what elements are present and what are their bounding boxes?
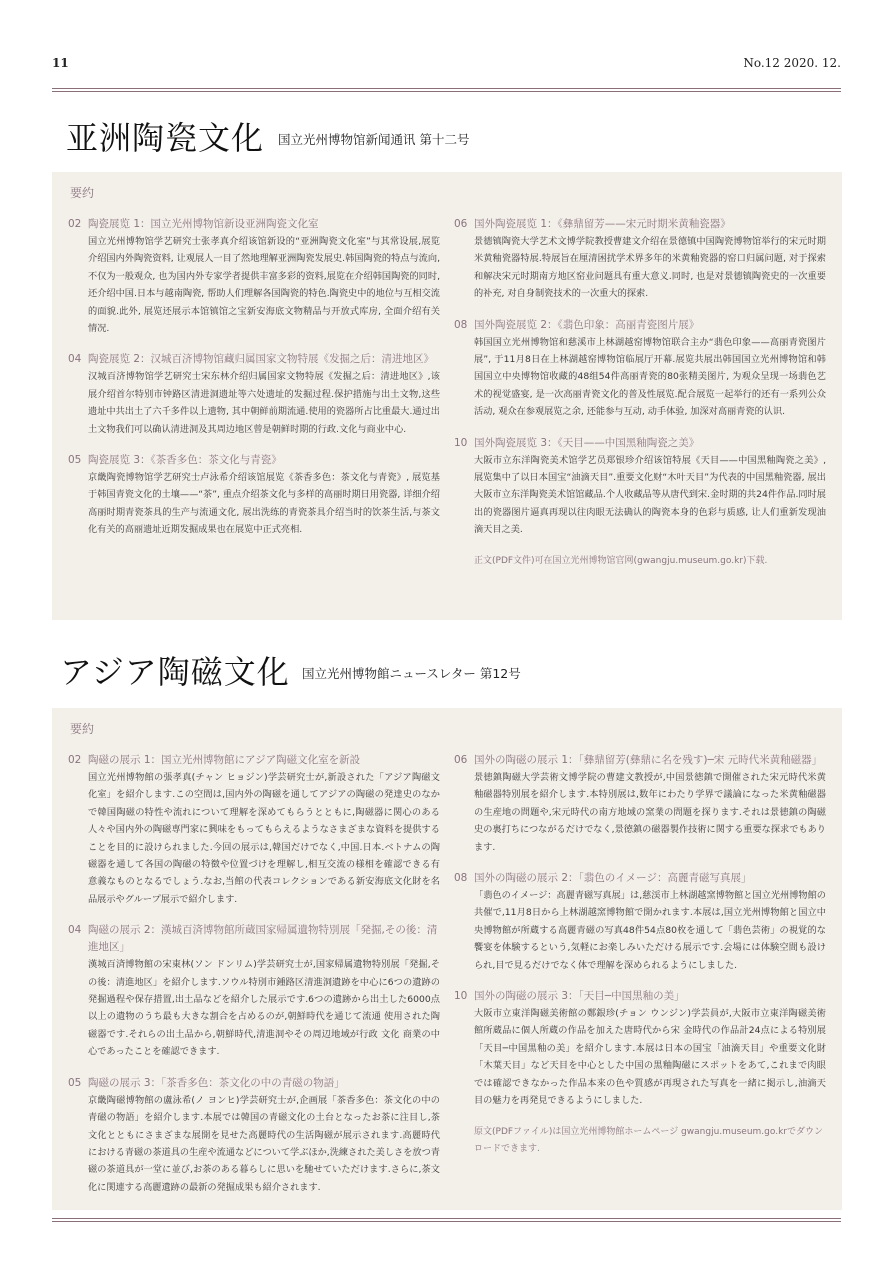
item-page-number: 02 — [68, 754, 82, 766]
japanese-title-block — [60, 646, 841, 691]
japanese-summary-panel — [52, 708, 842, 1210]
item-summary: 景德镇陶瓷大学艺术文博学院教授曹建文介绍在景德镇中国陶瓷博物馆举行的宋元时期米黄釉瓷器特展.特展旨在厘清困扰学术界多年的米黄釉瓷器的窑口归属问题, 对于探索和解决宋元时期南方地区窑业问题具有重大意义.同时, 也是对景德镇陶瓷史的一次重要的补充, 对自身制瓷技术的一次重大的探索. — [474, 236, 826, 300]
download-note: 原文(PDFファイル)は国立光州博物館ホームページ gwangju.museum.go.krでダウンロードできます. — [474, 1126, 823, 1154]
item-page-number: 10 — [454, 436, 468, 449]
list-item — [68, 752, 440, 908]
item-page-number: 10 — [454, 990, 468, 1003]
item-page-number: 06 — [454, 754, 468, 766]
list-item — [454, 435, 826, 539]
item-summary: 京畿陶瓷博物馆学艺研究士卢泳希介绍该馆展览《茶香多色：茶文化与青瓷》, 展览基于韩国青瓷文化的土壤——“茶”, 重点介绍茶文化与多样的高丽时期日用瓷器, 详细介绍高丽时期青瓷茶具的生产与流通文化, 展出洗练的青瓷茶具介绍当时的饮茶生活,与茶文化有关的高丽遗址近期发掘成果也在展览中正式亮相. — [88, 472, 440, 536]
item-summary: 京畿陶磁博物館の盧泳希(ノ ヨンヒ)学芸研究士が,企画展「茶香多色：茶文化の中の青磁の物語」を紹介します.本展では韓国の青磁文化の土台となったお茶に注目し,茶文化とともにさまざまな展開を見せた高麗時代の生活陶磁が展示されます.高麗時代における青磁の茶道具の生産や流通などについて学ぶほか,洗練された美しさを放つ青磁の茶道具が一堂に並び,お茶のある暮らしに思いを馳せていただけます.さらに,茶文化に関連する高麗遺跡の最新の発掘成果も紹介されます. — [88, 1094, 440, 1193]
download-note: 正文(PDF文件)可在国立光州博物馆官网(gwangju.museum.go.kr)下载. — [474, 555, 768, 566]
item-page-number: 02 — [68, 218, 82, 230]
chinese-section-subtitle: 国立光州博物馆新闻通讯 第十二号 — [278, 132, 470, 147]
list-item — [68, 216, 440, 337]
item-summary: 大阪市立东洋陶瓷美术馆学艺员郑银珍介绍该馆特展《天目——中国黑釉陶瓷之美》, 展览集中了以日本国宝“油滴天目”.重要文化财“木叶天目”为代表的中国黑釉瓷器, 展出大阪市立东洋陶瓷美术馆馆藏品.个人收藏品等从唐代到宋.金时期的共24件作品.同时展出的瓷器图片逼真再现以往肉眼无法确认的陶瓷本身的色彩与质感, 让人们重新发现油滴天目之美. — [474, 454, 826, 536]
summary-label: 要約 — [70, 722, 95, 736]
list-item — [454, 870, 826, 974]
list-item — [454, 216, 826, 303]
item-summary: 韩国国立光州博物馆和慈溪市上林湖越窑博物馆联合主办“翡色印象——高丽青瓷图片展”, 于11月8日在上林湖越窑博物馆临展厅开幕.展览共展出韩国国立光州博物馆和韩国国立中央博物馆收藏的48组54件高丽青瓷的80张精美图片, 为观众呈现一场翡色艺术的视觉盛宴, 是一次高丽青瓷文化的普及性展览.配合展览一起举行的还有一系列公众活动, 观众在参观展览之余, 还能参与互动, 动手体验, 加深对高丽青瓷的认识. — [474, 336, 826, 418]
item-page-number: 06 — [454, 218, 468, 230]
page-header — [52, 52, 841, 72]
footer-divider — [52, 1218, 841, 1222]
list-item — [68, 1075, 440, 1196]
item-title: 陶瓷展览 2：汉城百济博物馆藏归属国家文物特展《发掘之后：清进地区》 — [88, 353, 435, 366]
list-item — [454, 317, 826, 421]
item-title: 国外陶瓷展览 2：《翡色印象：高丽青瓷图片展》 — [474, 318, 700, 331]
item-page-number: 04 — [68, 353, 82, 366]
item-summary: 国立光州博物馆学艺研究士张孝真介绍该馆新设的“亚洲陶瓷文化室”与其常设展,展览介绍国内外陶瓷资料, 让观展人一目了然地理解亚洲陶瓷发展史.韩国陶瓷的特点与流向, 不仅为一般观众, 也为国内外专家学者提供丰富多彩的资料,展览在介绍韩国陶瓷的同时, 还介绍中国.日本与越南陶瓷, 帮助人们理解各国陶瓷的特色.陶瓷史中的地位与互相交流的面貌.此外, 展览还展示本馆镇馆之宝新安海底文物精品与开放式库房, 全面介绍有关情况. — [88, 236, 440, 335]
item-page-number: 04 — [68, 924, 82, 937]
item-page-number: 05 — [68, 454, 82, 467]
chinese-title-block — [66, 112, 841, 156]
item-summary: 国立光州博物館の張孝真(チャン ヒョジン)学芸研究士が,新設された「アジア陶磁文化室」を紹介します.この空間は,国内外の陶磁を通してアジアの陶磁の発達史のなかで韓国陶磁の特性や流れについて理解を深めてもらうとともに,陶磁器に関心のある人々や国内外の陶磁専門家に興味をもってもらえるようなさまざまな資料を提供することを目的に設けられました.今回の展示は,韓国だけでなく,中国.日本.ベトナムの陶磁器を通して各国の陶磁の特徴や位置づけを理解し,相互交流の様相を確認できる有意義なものとなるでしょう.なお,当館の代表コレクションである新安海底文化財を名品展示やグループ展示で紹介します. — [88, 772, 440, 905]
japanese-left-column — [68, 752, 440, 1210]
chinese-summary-panel — [52, 172, 842, 620]
summary-label: 要约 — [70, 186, 95, 200]
chinese-section-title: 亚洲陶瓷文化 — [66, 119, 265, 157]
item-title: 国外の陶磁の展示 1：「彝鼎留芳(彝鼎に名を残す)─宋 元時代米黄釉磁器」 — [474, 754, 823, 766]
item-title: 陶瓷展览 1：国立光州博物馆新设亚洲陶瓷文化室 — [88, 218, 319, 230]
item-title: 国外陶瓷展览 3：《天目——中国黑釉陶瓷之美》 — [474, 436, 700, 449]
item-page-number: 05 — [68, 1076, 82, 1089]
list-item — [454, 752, 826, 856]
item-summary: 「翡色のイメージ：高麗青磁写真展」は,慈渓市上林湖越窯博物館と国立光州博物館の共催で,11月8日から上林湖越窯博物館で開かれます.本展は,国立光州博物館と国立中央博物館が所蔵する高麗青磁の写真48件54点80枚を通して「翡色芸術」の視覚的な饗宴を体験するという,気軽にお楽しみいただける展示です.会場には体験空間も設けられ,目で見るだけでなく体で理解を深められるようにしました. — [474, 890, 826, 971]
item-title: 国外の陶磁の展示 3：「天目─中国黒釉の美」 — [474, 990, 685, 1003]
item-title: 国外の陶磁の展示 2：「翡色のイメージ：高麗青磁写真展」 — [474, 872, 752, 885]
list-item — [454, 988, 826, 1109]
list-item — [68, 922, 440, 1060]
item-title: 陶瓷展览 3：《茶香多色：茶文化与青瓷》 — [88, 454, 282, 467]
item-summary: 汉城百济博物馆学艺研究士宋东林介绍归属国家文物特展《发掘之后：清进地区》,该展介绍首尔特别市钟路区清进洞遗址等六处遗址的发掘过程.保护措施与出土文物,这些遗址中共出土了六千多件以上遗物, 其中朝鲜前期流通.使用的瓷器所占比重最大.通过出土文物我们可以确认清进洞及其周边地区曾是朝鲜时期的行政.文化与商业中心. — [88, 371, 440, 435]
japanese-section-title: アジア陶磁文化 — [60, 653, 290, 691]
item-title: 陶磁の展示 1：国立光州博物館にアジア陶磁文化室を新設 — [88, 754, 361, 766]
page-number: 11 — [52, 56, 69, 70]
japanese-right-column — [454, 752, 826, 1158]
item-page-number: 08 — [454, 318, 468, 331]
chinese-right-column — [454, 216, 826, 570]
issue-number: No.12 2020. 12. — [743, 56, 841, 70]
item-summary: 大阪市立東洋陶磁美術館の鄭銀珍(チョン ウンジン)学芸員が,大阪市立東洋陶磁美術館所蔵品に個人所蔵の作品を加えた唐時代から宋 金時代の作品計24点による特別展「天目─中国黒釉の美」を紹介します.本展は日本の国宝「油滴天目」や重要文化財「木葉天目」など天目を中心とした中国の黒釉陶磁にスポットをあて,これまで肉眼では確認できなかった作品本来の色や質感が再現された写真を一緒に掲示し,油滴天目の魅力を再発見できるようにしました. — [474, 1008, 826, 1107]
item-summary: 景徳鎮陶磁大学芸術文博学院の曹建文教授が,中国景徳鎮で開催された宋元時代米黄釉磁器特別展を紹介します.本特別展は,数年にわたり学界で議論になった米黄釉磁器の生産地の問題や,宋元時代の南方地域の窯業の問題を探ります.それは景徳鎮の陶磁史の裏打ちにつながるだけでなく,景徳鎮の磁器製作技術に関する重要な探求でもあります. — [474, 772, 826, 853]
item-summary: 漢城百済博物館の宋東林(ソン ドンリム)学芸研究士が,国家帰属遺物特別展「発掘,その後：清進地区」を紹介します.ソウル特別市鍾路区清進洞遺跡を中心に6つの遺跡の発掘過程や保存措置,出土品などを紹介した展示です.6つの遺跡から出土した6000点以上の遺物のうち最も大きな割合を占めるのが,朝鮮時代を通じて流通 使用された陶磁器です.それらの出土品から,朝鮮時代,清進洞やその周辺地域が行政 文化 商業の中心であったことを確認できます. — [88, 959, 440, 1058]
japanese-section-subtitle: 国立光州博物館ニュースレター 第12号 — [302, 666, 521, 681]
list-item — [68, 351, 440, 438]
item-title: 陶磁の展示 2：漢城百済博物館所蔵国家帰属遺物特別展「発掘,その後：清進地区」 — [88, 924, 438, 954]
item-title: 陶磁の展示 3：「茶香多色：茶文化の中の青磁の物語」 — [88, 1076, 345, 1089]
item-page-number: 08 — [454, 872, 468, 885]
chinese-left-column — [68, 216, 440, 553]
item-title: 国外陶瓷展览 1：《彝鼎留芳——宋元时期米黄釉瓷器》 — [474, 218, 731, 230]
header-divider — [52, 88, 841, 92]
list-item — [68, 452, 440, 539]
